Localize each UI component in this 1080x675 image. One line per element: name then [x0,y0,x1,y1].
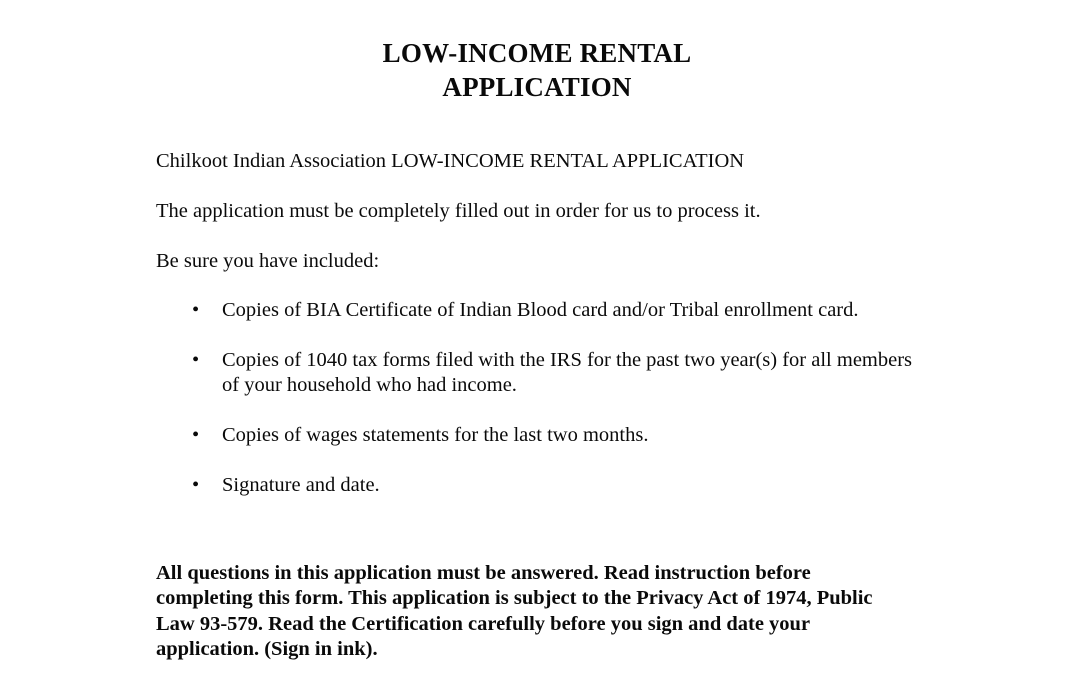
list-item-label: Signature and date. [222,474,380,496]
list-item [156,348,926,398]
organization-heading: Chilkoot Indian Association LOW-INCOME RENTAL APPLICATION [156,150,745,172]
checklist [156,298,926,498]
page-title [156,36,918,104]
list-item-label: Copies of BIA Certificate of Indian Blood card and/or Tribal enrollment card. [222,299,859,321]
page-title-line-2: APPLICATION [442,72,632,103]
privacy-act-notice: All questions in this application must be answered. Read instruction before completing this form. This application is subject to the Privacy Act of 1974, Public Law 93-579. Read the Certification carefully before you sign and date your application. (Sign in ink). [156,561,873,660]
list-item [156,423,926,448]
bullet-icon: • [192,424,200,446]
document-body [156,148,926,498]
bullet-icon: • [192,474,200,496]
bullet-icon: • [192,349,200,371]
page-title-line-1: LOW-INCOME RENTAL [382,38,692,69]
list-item [156,473,926,498]
bullet-icon: • [192,299,200,321]
instruction-paragraph: The application must be completely filled out in order for us to process it. [156,200,761,222]
checklist-prompt: Be sure you have included: [156,250,380,272]
list-item [156,298,926,323]
list-item-label: Copies of 1040 tax forms filed with the IRS for the past two year(s) for all members of your household who had income. [222,349,913,396]
list-item-label: Copies of wages statements for the last two months. [222,424,649,446]
